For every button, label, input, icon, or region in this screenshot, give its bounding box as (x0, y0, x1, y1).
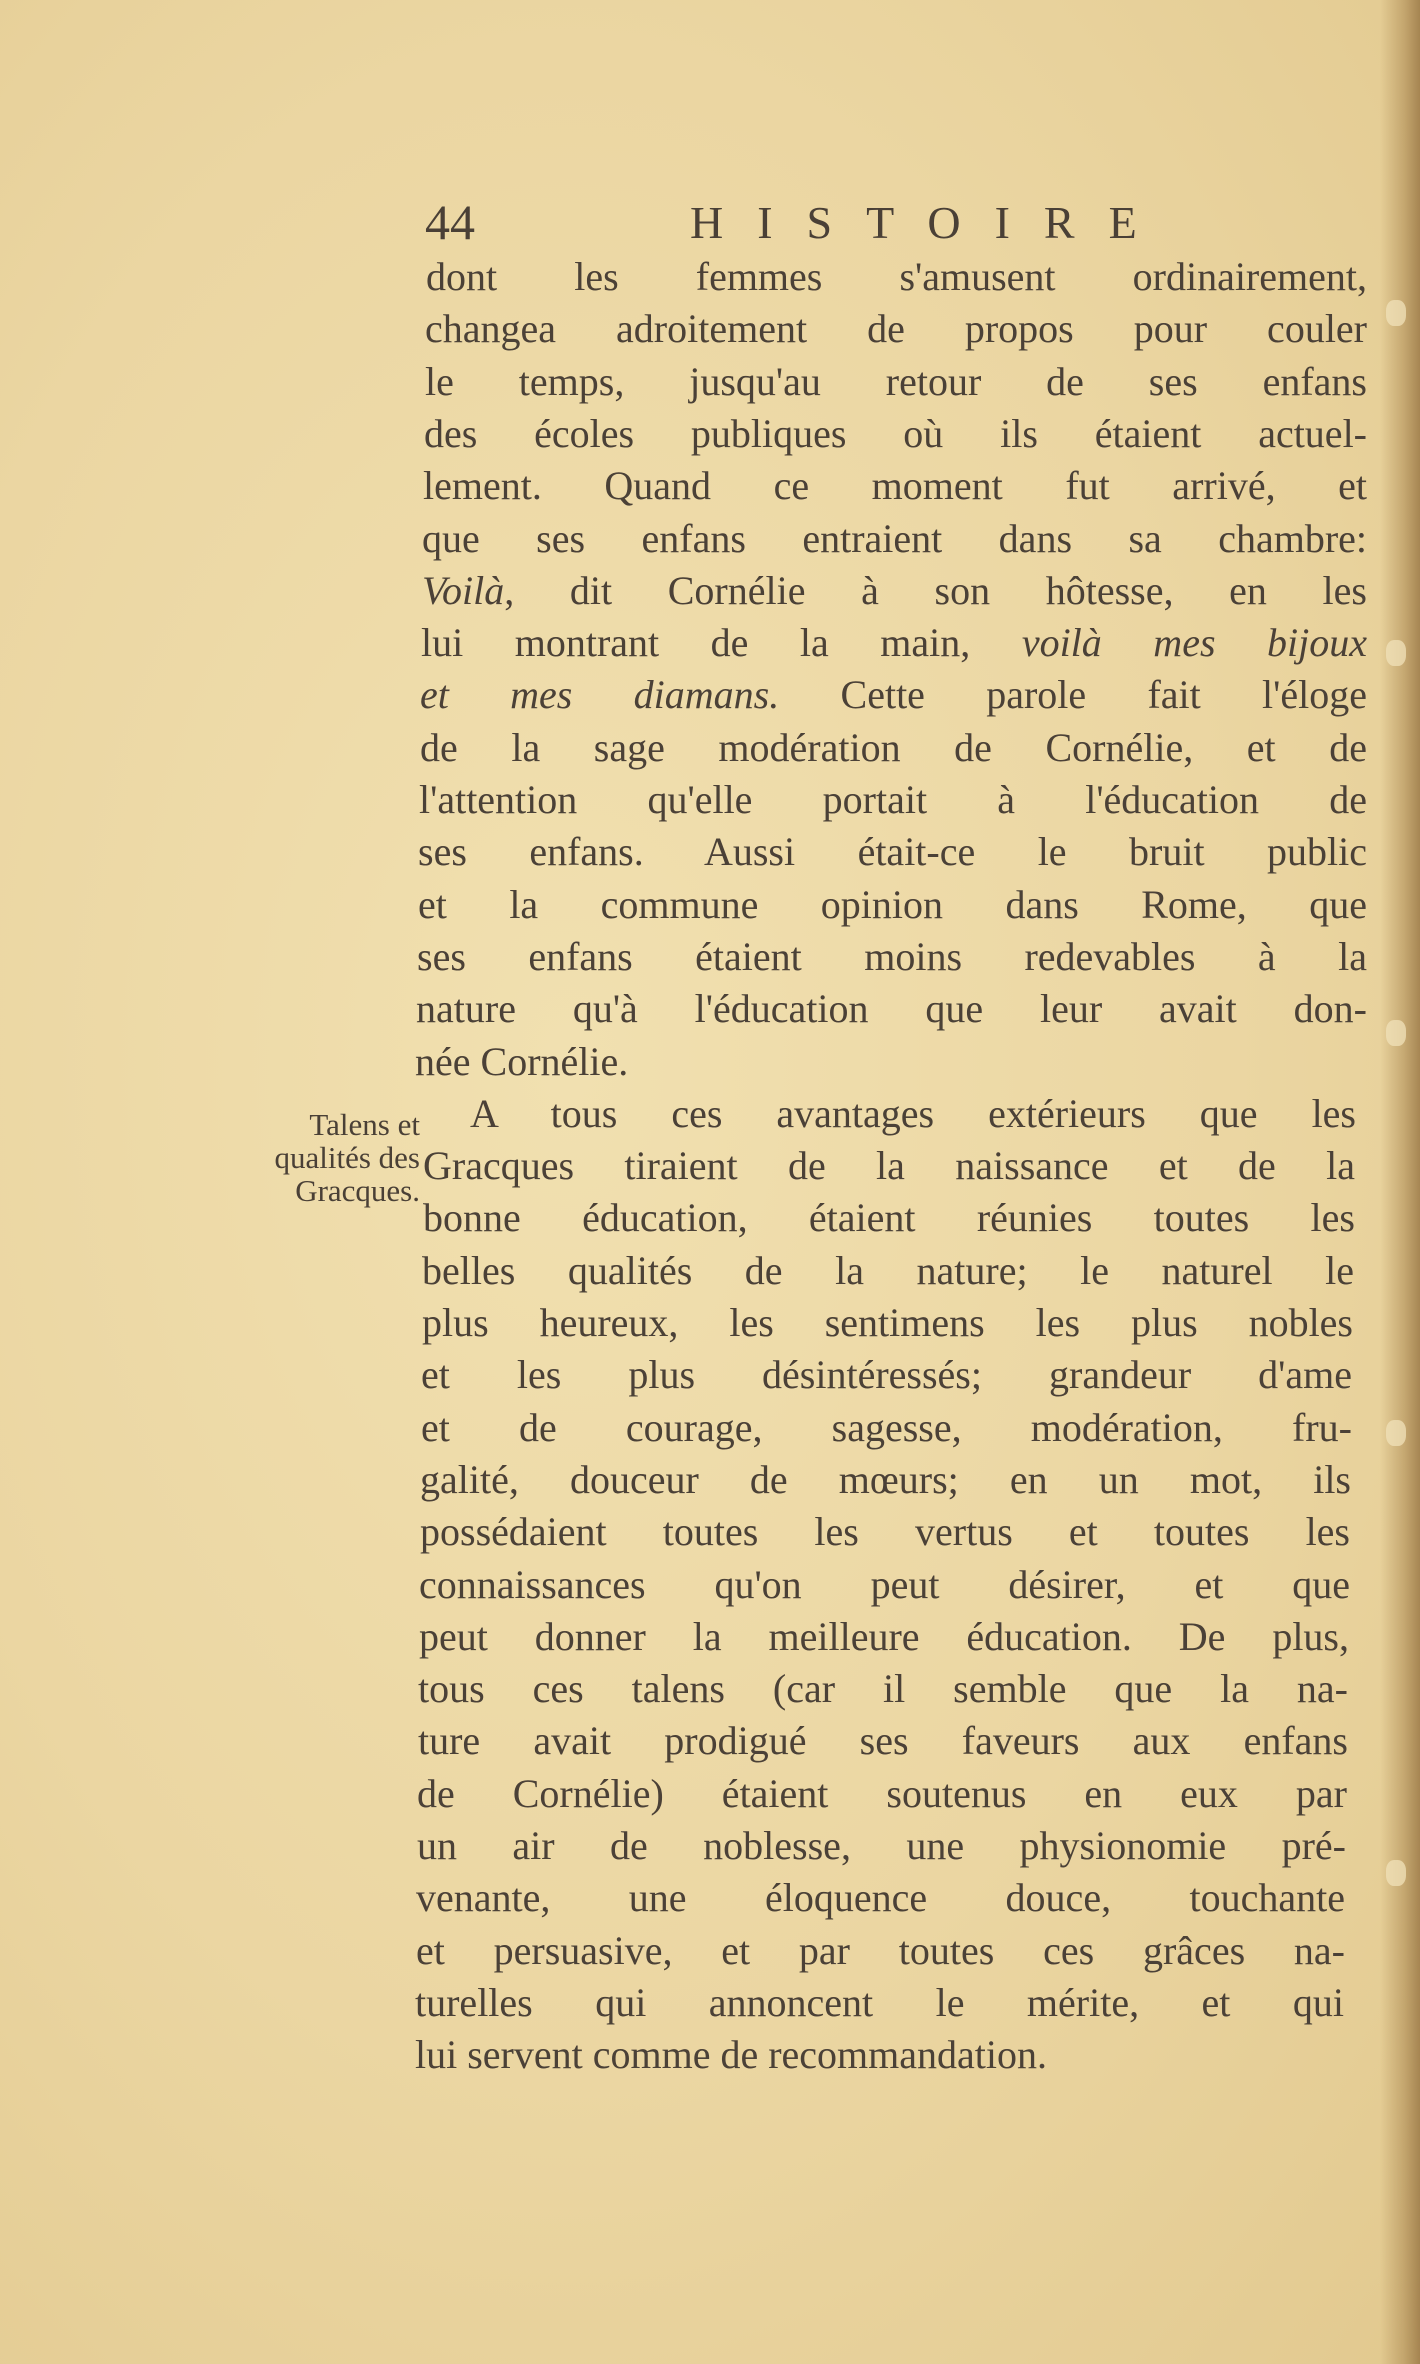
text-line (421, 616, 1367, 670)
line-text: turelles qui annoncent le mérite, et qui (415, 1979, 1344, 2025)
text-line (420, 1505, 1350, 1559)
text-line (470, 1087, 1356, 1141)
text-line (415, 1035, 1367, 1089)
marginal-note (200, 1108, 420, 1207)
line-text: ses enfans étaient moins redevables à la (417, 933, 1367, 979)
italic-text: voilà mes bijoux (1021, 620, 1368, 666)
line-text: et la commune opinion dans Rome, que (418, 881, 1367, 927)
line-text: des écoles publiques où ils étaient actuel- (424, 410, 1367, 456)
marginal-note-line: Talens et (309, 1107, 420, 1142)
line-text: A tous ces avantages extérieurs que les (470, 1090, 1356, 1136)
line-text: belles qualités de la nature; le naturel le (422, 1247, 1354, 1293)
text-line (415, 1976, 1344, 2030)
line-text: un air de noblesse, une physionomie pré- (417, 1823, 1346, 1868)
text-line (420, 721, 1367, 775)
line-text: plus heureux, les sentimens les plus nobles (422, 1300, 1353, 1345)
line-text: nature qu'à l'éducation que leur avait don- (416, 986, 1367, 1032)
text-line (426, 250, 1367, 304)
page-edge-mark (1386, 300, 1406, 326)
line-text: changea adroitement de propos pour couler (425, 306, 1367, 352)
text-line (418, 825, 1367, 879)
line-text: Cette parole fait l'éloge (779, 672, 1367, 718)
page-edge-mark (1386, 1420, 1406, 1446)
text-line (419, 1558, 1350, 1612)
text-line (415, 2028, 1343, 2082)
running-head: HISTOIRE (690, 197, 1171, 248)
text-line (422, 564, 1367, 618)
text-line (425, 355, 1367, 409)
text-line (424, 407, 1367, 461)
text-line (418, 878, 1367, 932)
line-text: tous ces talens (car il semble que la na- (418, 1666, 1348, 1712)
text-line (420, 1453, 1351, 1507)
text-line (421, 1401, 1352, 1455)
line-text: dont les femmes s'amusent ordinairement, (426, 254, 1367, 299)
text-line (417, 1819, 1346, 1873)
line-text: ses enfans. Aussi était-ce le bruit public (418, 829, 1367, 875)
text-line (421, 1348, 1352, 1402)
line-text: possédaient toutes les vertus et toutes les (420, 1509, 1350, 1555)
text-line (416, 1924, 1345, 1978)
text-line (423, 1139, 1355, 1193)
italic-text: Voilà (422, 567, 505, 613)
text-line (423, 1191, 1355, 1245)
marginal-note-line: qualités des (274, 1140, 420, 1175)
line-text: lui montrant de la main, (421, 620, 1022, 666)
text-line (420, 668, 1367, 722)
text-line (419, 773, 1367, 827)
text-line (418, 1714, 1348, 1768)
line-text: Gracques tiraient de la naissance et de la (423, 1143, 1355, 1189)
page-edge-shadow (1380, 0, 1420, 2364)
line-text: et les plus désintéressés; grandeur d'ame (421, 1352, 1352, 1398)
line-text: bonne éducation, étaient réunies toutes les (423, 1195, 1355, 1241)
line-text: que ses enfans entraient dans sa chambre: (422, 515, 1367, 561)
text-line (425, 302, 1367, 356)
line-text: lement. Quand ce moment fut arrivé, et (423, 463, 1367, 509)
page-edge-mark (1386, 1020, 1406, 1046)
text-line (419, 1610, 1349, 1664)
text-line (417, 1767, 1347, 1821)
text-line (422, 512, 1367, 566)
italic-text: et mes diamans. (420, 672, 780, 718)
text-line (416, 1871, 1345, 1925)
marginal-note-line: Gracques. (295, 1173, 420, 1208)
line-text: galité, douceur de mœurs; en un mot, ils (420, 1456, 1351, 1502)
text-line (418, 1662, 1348, 1716)
line-text: et de courage, sagesse, modération, fru- (421, 1404, 1352, 1450)
line-text: ture avait prodigué ses faveurs aux enfans (418, 1718, 1348, 1764)
line-text: et persuasive, et par toutes ces grâces na- (416, 1927, 1345, 1973)
text-line (423, 459, 1367, 513)
text-line (416, 982, 1367, 1036)
line-text: l'attention qu'elle portait à l'éducation de (419, 777, 1367, 822)
line-text: le temps, jusqu'au retour de ses enfans (425, 358, 1367, 404)
page-number: 44 (425, 194, 475, 250)
line-text: connaissances qu'on peut désirer, et que (419, 1561, 1350, 1607)
line-text: de Cornélie) étaient soutenus en eux par (417, 1770, 1347, 1816)
text-line (417, 930, 1367, 984)
line-text: lui servent comme de recommandation. (415, 2032, 1048, 2078)
line-text: peut donner la meilleure éducation. De plus, (419, 1613, 1349, 1659)
line-text: née Cornélie. (415, 1038, 629, 1084)
line-text: , dit Cornélie à son hôtesse, en les (504, 567, 1367, 613)
page-edge-mark (1386, 1860, 1406, 1886)
text-line (422, 1244, 1354, 1298)
page-edge-mark (1386, 640, 1406, 666)
text-line (422, 1296, 1353, 1350)
line-text: venante, une éloquence douce, touchante (416, 1875, 1345, 1921)
line-text: de la sage modération de Cornélie, et de (420, 724, 1367, 770)
